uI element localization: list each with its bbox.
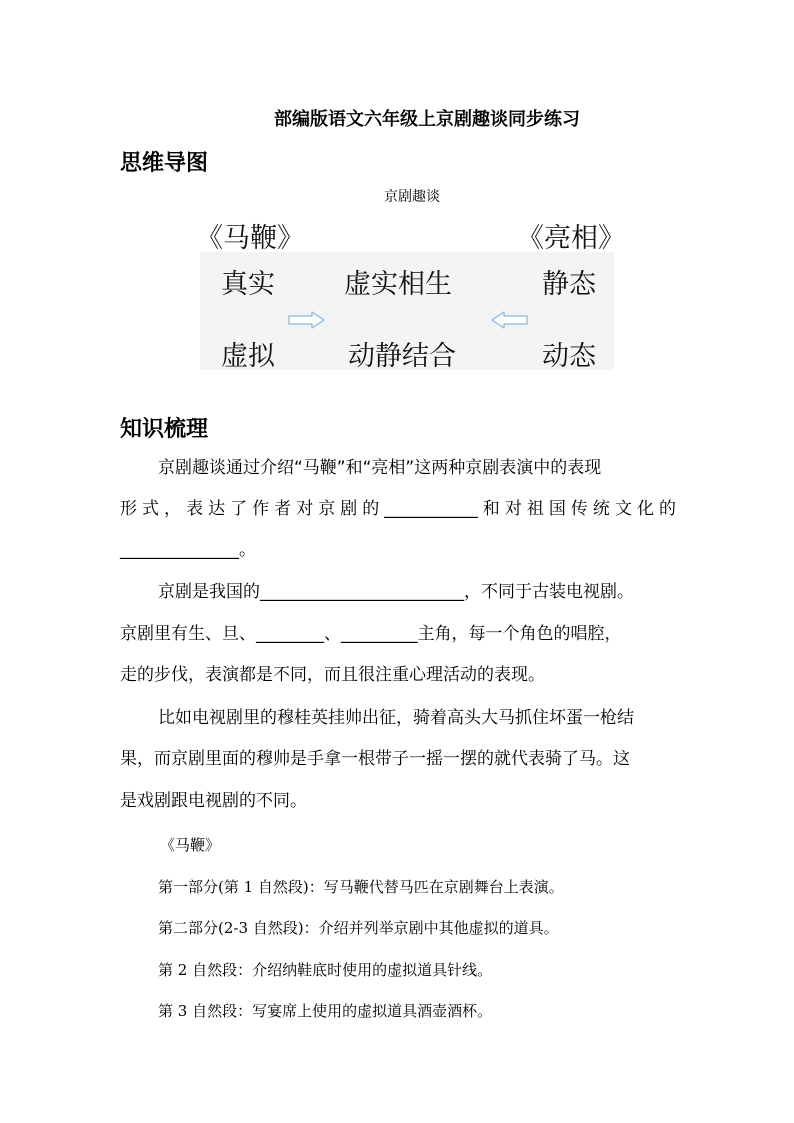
mind-map-left-top: 真实 (221, 269, 275, 300)
left-arrow-icon (490, 311, 528, 329)
paragraph-2-line-3: 走的步伐，表演都是不同，而且很注重心理活动的表现。 (120, 665, 545, 685)
mind-map-center-title: 京剧趣谈 (384, 189, 440, 205)
outline-item: 第一部分(第 1 自然段)：写马鞭代替马匹在京剧舞台上表演。 (158, 878, 564, 896)
mind-map (192, 212, 625, 372)
mind-map-right-title: 《亮相》 (517, 223, 625, 254)
mind-map-left-bottom: 虚拟 (221, 341, 275, 372)
paragraph-1-line-2: 形式，表达了作者对京剧的___________和对祖国传统文化的 (120, 499, 676, 519)
mind-map-center-bottom: 动静结合 (348, 341, 456, 372)
paragraph-2-line-1: 京剧是我国的________________________，不同于古装电视剧。 (158, 582, 634, 602)
paragraph-3-line-3: 是戏剧跟电视剧的不同。 (120, 791, 307, 811)
outline-item: 第二部分(2-3 自然段)：介绍并列举京剧中其他虚拟的道具。 (158, 919, 559, 937)
outline-title: 《马鞭》 (160, 836, 221, 854)
outline-item: 第 3 自然段：写宴席上使用的虚拟道具酒壶酒杯。 (158, 1002, 493, 1020)
paragraph-1-line-1: 京剧趣谈通过介绍“马鞭”和“亮相”这两种京剧表演中的表现 (158, 458, 602, 478)
paragraph-1-line-3: ______________。 (120, 540, 256, 560)
knowledge-heading: 知识梳理 (120, 417, 209, 442)
paragraph-2-line-2: 京剧里有生、旦、________、_________主角，每一个角色的唱腔， (120, 624, 622, 644)
outline-item: 第 2 自然段：介绍纳鞋底时使用的虚拟道具针线。 (158, 961, 493, 979)
paragraph-3-line-2: 果，而京剧里面的穆帅是手拿一根带子一摇一摆的就代表骑了马。这 (120, 749, 630, 769)
right-arrow-icon (288, 311, 326, 329)
mind-map-center-top: 虚实相生 (344, 269, 452, 300)
document-title: 部编版语文六年级上京剧趣谈同步练习 (274, 109, 580, 130)
mind-map-right-bottom: 动态 (542, 341, 596, 372)
paragraph-3-line-1: 比如电视剧里的穆桂英挂帅出征，骑着高头大马抓住坏蛋一枪结 (158, 708, 634, 728)
mind-map-left-title: 《马鞭》 (196, 223, 304, 254)
mind-map-right-top: 静态 (542, 269, 596, 300)
mind-map-heading: 思维导图 (120, 151, 209, 176)
